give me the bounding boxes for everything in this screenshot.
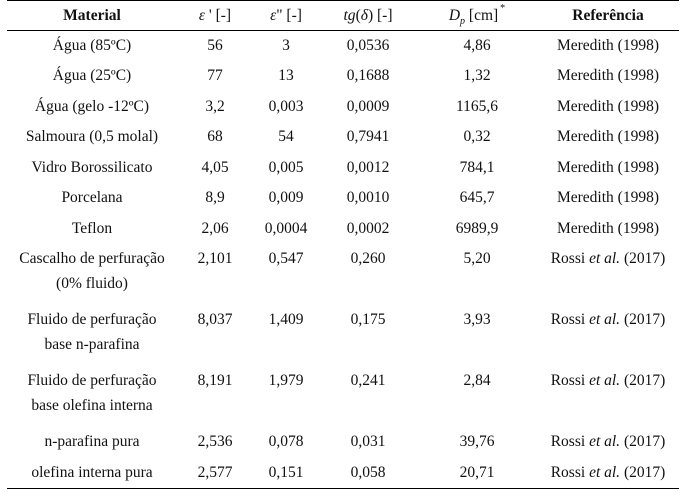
- reference-cell: [537, 61, 679, 92]
- reference-cell: [537, 214, 679, 245]
- loss-tangent-cell: 0,241: [350, 372, 386, 390]
- table-header-row: [7, 1, 679, 31]
- table-row: [7, 92, 679, 123]
- epsilon-symbol: ε: [198, 6, 206, 24]
- dielectric-constant-cell: 2,536: [197, 433, 233, 451]
- penetration-depth-cell: 784,1: [459, 158, 495, 176]
- dielectric-constant-cell: 8,9: [205, 189, 225, 207]
- footnote-mark: *: [500, 3, 506, 15]
- table-body: [7, 31, 679, 489]
- table-row: [7, 214, 679, 245]
- reference-cell: [537, 31, 679, 62]
- empty-cell: [537, 397, 679, 428]
- loss-factor-cell: 0,005: [268, 158, 304, 176]
- unit-label: [-]: [286, 6, 302, 24]
- table-row: [7, 458, 679, 489]
- table-row: [7, 244, 679, 275]
- reference-year: (2017): [623, 250, 666, 268]
- prime-mark: ': [208, 6, 212, 24]
- empty-cell: [417, 397, 537, 428]
- dielectric-constant-cell: 2,101: [197, 250, 233, 268]
- loss-factor-cell: 1,409: [268, 311, 304, 329]
- table-row: [7, 153, 679, 184]
- dielectric-constant-cell: 2,06: [201, 219, 229, 237]
- loss-tangent-cell: 0,031: [350, 433, 386, 451]
- empty-cell: [319, 336, 417, 367]
- header-loss-tangent: [319, 1, 417, 31]
- reference-cell: [537, 92, 679, 123]
- header-loss-factor: [253, 1, 319, 31]
- unit-label: [-]: [377, 6, 393, 24]
- empty-cell: [417, 336, 537, 367]
- table-row: [7, 366, 679, 397]
- material-cell: Porcelana: [61, 189, 123, 207]
- reference-year: (2017): [623, 463, 666, 481]
- empty-cell: [253, 336, 319, 367]
- delta-symbol: δ: [360, 6, 368, 24]
- reference-author: Rossi: [550, 372, 586, 390]
- empty-cell: [177, 275, 253, 306]
- loss-factor-cell: 3: [282, 37, 290, 54]
- reference-year: (2017): [623, 433, 666, 451]
- reference-author: Rossi: [550, 463, 586, 481]
- loss-factor-cell: 0,547: [268, 250, 304, 268]
- loss-tangent-cell: 0,0012: [346, 158, 390, 176]
- loss-tangent-cell: 0,260: [350, 250, 386, 268]
- loss-tangent-cell: 0,1688: [346, 67, 390, 85]
- epsilon-symbol: ε: [270, 6, 277, 24]
- empty-cell: [177, 336, 253, 367]
- penetration-depth-cell: 3,93: [463, 311, 491, 329]
- material-cell: Cascalho de perfuração: [19, 250, 165, 268]
- material-cell: Fluido de perfuração: [27, 372, 157, 390]
- reference-author: Meredith (1998): [556, 67, 659, 85]
- table-row-continuation: [7, 336, 679, 367]
- penetration-depth-cell: 39,76: [459, 433, 495, 451]
- reference-author: Meredith (1998): [556, 128, 659, 146]
- material-cell-line2: (0% fluido): [56, 274, 128, 292]
- reference-author: Rossi: [550, 250, 586, 268]
- reference-cell: [537, 458, 679, 489]
- table-row: [7, 122, 679, 153]
- material-cell: Água (25ºC): [52, 67, 132, 85]
- material-cell: Salmoura (0,5 molal): [25, 128, 159, 146]
- penetration-depth-cell: 4,86: [463, 37, 491, 54]
- unit-label: [cm]: [468, 7, 499, 25]
- penetration-depth-cell: 5,20: [463, 250, 491, 268]
- loss-tangent-cell: 0,0009: [346, 97, 390, 115]
- penetration-depth-cell: 1165,6: [455, 97, 499, 115]
- dielectric-properties-table: [7, 0, 679, 489]
- material-cell: Vidro Borossilicato: [31, 158, 153, 176]
- reference-cell: [537, 153, 679, 184]
- double-prime-mark: ": [276, 6, 283, 24]
- reference-cell: [537, 366, 679, 397]
- tg-symbol: tg: [343, 6, 356, 24]
- loss-tangent-cell: 0,0002: [346, 219, 390, 237]
- header-material: Material: [7, 1, 177, 31]
- material-cell: Fluido de perfuração: [27, 311, 157, 329]
- empty-cell: [319, 397, 417, 428]
- table-row: [7, 183, 679, 214]
- loss-factor-cell: 0,078: [268, 433, 304, 451]
- dielectric-constant-cell: 56: [207, 37, 223, 54]
- header-dielectric-constant: [177, 1, 253, 31]
- reference-etal: et al.: [589, 250, 621, 268]
- loss-tangent-cell: 0,175: [350, 311, 386, 329]
- reference-author: Meredith (1998): [556, 37, 659, 54]
- material-cell-line2: base olefina interna: [31, 396, 153, 414]
- close-paren: ): [367, 6, 374, 24]
- table-row: [7, 427, 679, 458]
- penetration-depth-cell: 20,71: [417, 458, 537, 489]
- loss-tangent-cell: 0,058: [319, 458, 417, 489]
- dielectric-constant-cell: 2,577: [177, 458, 253, 489]
- dielectric-constant-cell: 4,05: [201, 158, 229, 176]
- reference-author: Rossi: [550, 433, 586, 451]
- table-row: [7, 31, 679, 62]
- material-cell: olefina interna pura: [7, 458, 177, 489]
- reference-year: (2017): [623, 372, 666, 390]
- open-paren: (: [355, 6, 361, 24]
- table-row-continuation: [7, 397, 679, 428]
- penetration-depth-cell: 645,7: [459, 189, 495, 207]
- loss-tangent-cell: 0,7941: [346, 128, 390, 146]
- reference-etal: et al.: [589, 463, 621, 481]
- penetration-depth-cell: 2,84: [463, 372, 491, 390]
- table-row: [7, 61, 679, 92]
- reference-cell: [537, 183, 679, 214]
- empty-cell: [253, 397, 319, 428]
- reference-author: Rossi: [550, 311, 586, 329]
- reference-cell: [537, 305, 679, 336]
- loss-factor-cell: 0,003: [268, 97, 304, 115]
- loss-factor-cell: 0,009: [268, 189, 304, 207]
- material-cell: Água (85ºC): [52, 37, 132, 54]
- dielectric-constant-cell: 8,037: [197, 311, 233, 329]
- table-row-continuation: [7, 275, 679, 306]
- reference-cell: [537, 122, 679, 153]
- reference-cell: [537, 244, 679, 275]
- header-reference: Referência: [537, 1, 679, 31]
- reference-author: Meredith (1998): [556, 97, 659, 115]
- empty-cell: [537, 336, 679, 367]
- empty-cell: [417, 275, 537, 306]
- dielectric-constant-cell: 8,191: [197, 372, 233, 390]
- reference-author: Meredith (1998): [556, 158, 659, 176]
- penetration-depth-cell: 0,32: [463, 128, 491, 146]
- loss-factor-cell: 0,151: [253, 458, 319, 489]
- empty-cell: [319, 275, 417, 306]
- unit-label: [-]: [215, 6, 232, 24]
- loss-factor-cell: 1,979: [268, 372, 304, 390]
- material-cell: Teflon: [71, 219, 113, 237]
- reference-etal: et al.: [589, 372, 621, 390]
- dielectric-constant-cell: 77: [207, 67, 223, 85]
- reference-etal: et al.: [589, 311, 621, 329]
- loss-tangent-cell: 0,0536: [346, 37, 390, 54]
- dp-symbol: D: [448, 7, 461, 25]
- table-row: [7, 305, 679, 336]
- penetration-depth-cell: 6989,9: [455, 219, 499, 237]
- empty-cell: [537, 275, 679, 306]
- material-cell: Água (gelo -12ºC): [34, 97, 150, 115]
- material-cell: n-parafina pura: [44, 433, 140, 451]
- loss-tangent-cell: 0,0010: [346, 189, 390, 207]
- loss-factor-cell: 0,0004: [264, 219, 308, 237]
- dielectric-constant-cell: 3,2: [205, 97, 225, 115]
- header-penetration-depth: [417, 1, 537, 31]
- empty-cell: [177, 397, 253, 428]
- loss-factor-cell: 13: [278, 67, 294, 85]
- reference-year: (2017): [623, 311, 666, 329]
- empty-cell: [253, 275, 319, 306]
- material-cell-line2: base n-parafina: [44, 335, 140, 353]
- reference-author: Meredith (1998): [556, 189, 659, 207]
- reference-cell: [537, 427, 679, 458]
- penetration-depth-cell: 1,32: [463, 67, 491, 85]
- loss-factor-cell: 54: [278, 128, 294, 146]
- dielectric-constant-cell: 68: [207, 128, 223, 146]
- reference-author: Meredith (1998): [556, 219, 659, 237]
- reference-etal: et al.: [589, 433, 621, 451]
- dp-subscript: p: [460, 16, 466, 28]
